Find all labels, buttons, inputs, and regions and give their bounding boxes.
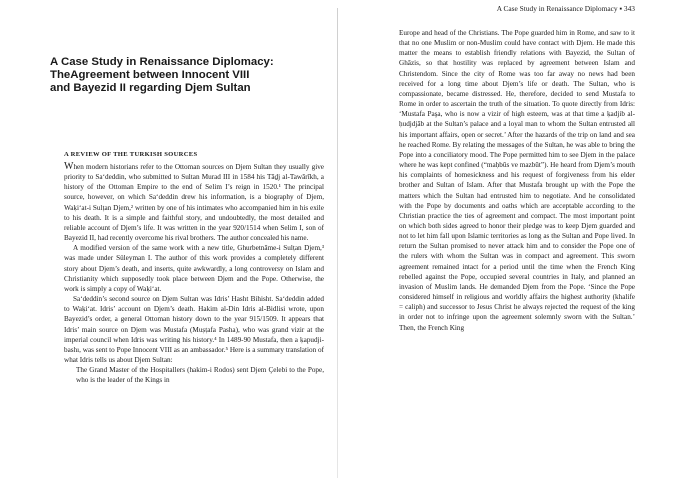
running-head: A Case Study in Renaissance Diplomacy ▪ 343 (496, 4, 635, 13)
right-body-text (399, 28, 635, 333)
paragraph: When modern historians refer to the Ottoman sources on Djem Sultan they usually give priority to Sa‘deddin, who submitted to Sultan Murad III in 1584 his Tāḏj al-Tawārīkh, a history of the Ottoman Empire to the end of Selim I’s reign in 1520.¹ The principal source, however, on which Sa‘deddin drew his information, is a biography of Djem, Waḳi‘at-i Sulṭan Djem,² written by one of his intimates who accompanied him in his exile to his death. It is a simple and faithful story, and undoubtedly, the most detailed and reliable account of Djem’s life. It was written in the year 920/1514 when Selim I, son of Bayezid II, had recently overcome his rival brothers. The author concealed his name. (64, 161, 324, 243)
page-gutter (337, 8, 338, 478)
right-page (339, 0, 678, 480)
block-quote: The Grand Master of the Hospitallers (hakim-i Rodos) sent Djem Çelebi to the Pope, who is the leader of the Kings in (76, 366, 324, 385)
paragraph: A modified version of the same work with a new title, Ghurbetnāme-i Sulṭan Djem,³ was made under Süleyman I. The author of this work provides a completely different story about Djem’s death, and inserts, quite awkwardly, a long controversy on Islam and Christianity which supposedly took place between Djem and the Pope. Otherwise, the work is simply a copy of Waḳi‘at. (64, 244, 324, 293)
section-heading: A REVIEW OF THE TURKISH SOURCES (64, 151, 198, 158)
left-body-text (64, 162, 324, 385)
article-title: A Case Study in Renaissance Diplomacy: TheAgreement between Innocent VIII and Bayezid II regarding Djem Sultan (50, 56, 274, 94)
paragraph: Europe and head of the Christians. The Pope guarded him in Rome, and saw to it that no one Muslim or non-Muslim could have contact with Djem. He made this matter the means to establish friendly relations with Bayezid, the Sultan of Ghāzis, so that hostility was replaced by agreement between Islam and Christendom. Since the city of Rome was too far away no news had been received for a long time about Djem’s life or death. The Sultan, who is compassionate, became distressed. He, therefore, decided to send Mustafa to Rome in order to ascertain the truth of the situation. To quote directly from Idris: ‘Mustafa Paşa, who is now a vizir of high esteem, was at that time a ḳadjib al-ḥudjdjāb at the Sultan’s palace and a loyal man to whom the Sultan entrusted all his important affairs, open or secret.’ After the hazards of the trip on land and sea he reached Rome. By relating the messages of the Sultan, he was able to bring the Pope into a conciliatory mood. The Pope permitted him to see Djem in the palace where he was kept confined (“maḥbūs ve mazbūt”). He heard from Djem’s mouth his complaints of homesickness and his request of forgiveness from his elder brother and Sultan of Islam. After that Mustafa brought up with the Pope the matters which the Sultan had entrusted him to negotiate. And he consolidated with the Pope by documents and oaths which are acceptable according to the Christian practice the ties of agreement and compact. The most important point on which both sides agreed to honor their pledge was to keep Djem guarded and not to let him fall upon Islamic territories as long as the Sultan and Pope lived. In return the Sultan promised to never attack him and to consider the Pope one of the rulers with whom the Sultan was in compact and agreement. This sworn agreement remained intact for a period until the time when the French King rebelled against the Pope, occupied several countries in Italy, and planned an invasion of Muslim lands. He demanded Djem from the Pope. ‘Since the Pope considered himself in religious and worldly affairs the highest authority (khalife = caliph) and successor to Jesus Christ he always rejected the request of the king in order not to infringe upon the agreement solemnly sworn with the Sultan.’ Then, the French King (399, 29, 635, 332)
paragraph: Sa‘deddin’s second source on Djem Sultan was Idris’ Hasht Bihisht. Sa‘deddin added to Waḳi‘at. Idris’ account on Djem’s death. Hakim al-Din Idris al-Bidlisi wrote, upon Bayezid’s order, a general Ottoman history down to the year 915/1509. It appears that Idris’ main source on Djem was Mustafa (Muṣṭafa Pasha), who was grand vizir at the imperial council when Idris was writing his history.⁴ In 1489-90 Mustafa, then a ḳapudji-bashı, was sent to Pope Innocent VIII as an ambassador.⁵ Here is a summary translation of what Idris tells us about Djem Sultan: (64, 295, 324, 364)
